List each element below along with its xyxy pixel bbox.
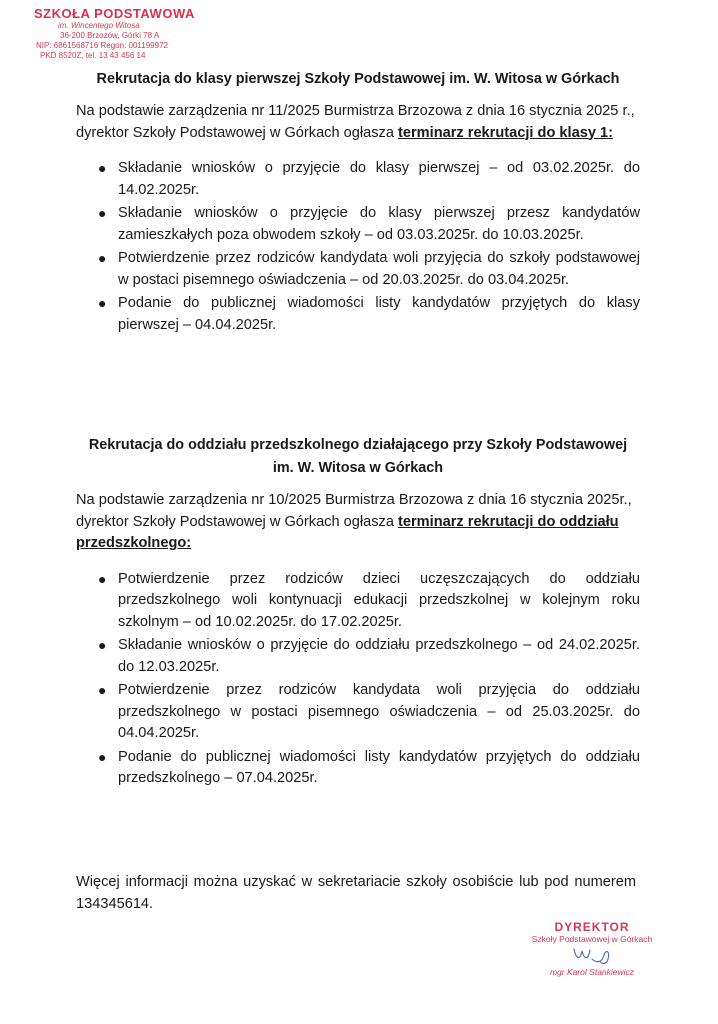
intro-emphasis: terminarz rekrutacji do oddziału przedszkolnego: — [76, 513, 619, 551]
section-first-grade-heading: Rekrutacja do klasy pierwszej Szkoły Podstawowej im. W. Witosa w Górkach — [96, 71, 620, 87]
director-stamp — [512, 920, 672, 978]
heading-line-1: Rekrutacja do oddziału przedszkolnego działającego przy Szkoły Podstawowej — [88, 437, 628, 453]
list-item-text: Składanie wniosków o przyjęcie do klasy pierwszej – od 03.02.2025r. do 14.02.2025r. — [118, 160, 640, 198]
list-item — [76, 747, 640, 790]
list-item-text: Podanie do publicznej wiadomości listy kandydatów przyjętych do klasy pierwszej – 04.04.2025r. — [118, 295, 640, 333]
list-item-text: Składanie wniosków o przyjęcie do klasy pierwszej przesz kandydatów zamieszkałych poza obwodem szkoły – od 03.03.2025r. do 10.03.2025r. — [118, 205, 640, 243]
list-item — [76, 635, 640, 678]
signature-mark — [512, 945, 672, 967]
list-item-text: Potwierdzenie przez rodziców kandydata woli przyjęcia do szkoły podstawowej w postaci pisemnego oświadczenia – od 20.03.2025r. do 03.04.2025r. — [118, 250, 640, 288]
list-item — [76, 680, 640, 745]
list-item-text: Składanie wniosków o przyjęcie do oddziału przedszkolnego – od 24.02.2025r. do 12.03.2025r. — [118, 637, 640, 675]
section-preschool-intro — [76, 490, 640, 555]
bullet-icon: ● — [98, 250, 107, 266]
director-stamp-subtitle: Szkoły Podstawowej w Górkach — [531, 934, 653, 944]
school-stamp-contact: PKD 8520Z, tel. 13 43 456 14 — [40, 51, 146, 60]
section-first-grade-intro — [76, 101, 640, 144]
list-item-text: Podanie do publicznej wiadomości listy kandydatów przyjętych do oddziału przedszkolnego – 07.04.2025r. — [118, 748, 640, 786]
list-item — [76, 293, 640, 336]
bullet-icon: ● — [98, 160, 107, 176]
bullet-icon: ● — [98, 570, 107, 587]
intro-text: Na podstawie zarządzenia nr 11/2025 Burmistrza Brzozowa z dnia 16 stycznia 2025 r., dyrektor Szkoły Podstawowej w Górkach ogłasza — [76, 103, 635, 141]
school-stamp-ids: NIP: 6861568716 Regon: 001199972 — [36, 41, 168, 50]
bullet-icon: ● — [98, 205, 107, 221]
list-item — [76, 248, 640, 291]
intro-text: Na podstawie zarządzenia nr 10/2025 Burmistrza Brzozowa z dnia 16 stycznia 2025r., dyrektor Szkoły Podstawowej w Górkach ogłasza — [76, 492, 632, 530]
list-item-text: Potwierdzenie przez rodziców dzieci uczęszczających do oddziału przedszkolnego woli kontynuacji edukacji przedszkolnej w kolejnym roku szkolnym – od 10.02.2025r. do 17.02.2025r. — [118, 570, 640, 630]
schedule-list — [76, 158, 640, 336]
bullet-icon: ● — [98, 682, 107, 698]
list-item-text: Potwierdzenie przez rodziców kandydata woli przyjęcia do oddziału przedszkolnego w postaci pisemnego oświadczenia – od 25.03.2025r. do 04.04.2025r. — [118, 682, 640, 741]
list-item — [76, 203, 640, 246]
list-item — [76, 158, 640, 201]
section-preschool-heading — [76, 434, 640, 480]
school-stamp-patron: im. Wincentego Witosa — [58, 21, 140, 30]
school-stamp-address: 36-200 Brzozów, Górki 78 A — [60, 31, 160, 40]
bullet-icon: ● — [98, 748, 107, 765]
heading-line-2: im. W. Witosa w Górkach — [272, 460, 444, 476]
section-first-grade — [76, 68, 640, 338]
contact-note: Więcej informacji można uzyskać w sekretariacie szkoły osobiście lub pod numerem 134345614. — [76, 874, 636, 912]
bullet-icon: ● — [98, 295, 107, 311]
director-name: mgr Karol Stankiewicz — [549, 967, 635, 977]
intro-emphasis: terminarz rekrutacji do klasy 1: — [398, 124, 613, 141]
section-preschool — [76, 434, 640, 792]
bullet-icon: ● — [98, 637, 107, 653]
schedule-list — [76, 569, 640, 790]
school-stamp — [30, 6, 220, 61]
school-stamp-title: SZKOŁA PODSTAWOWA — [34, 6, 195, 21]
list-item — [76, 569, 640, 634]
director-stamp-title: DYREKTOR — [554, 920, 630, 934]
signature-icon — [512, 945, 672, 967]
